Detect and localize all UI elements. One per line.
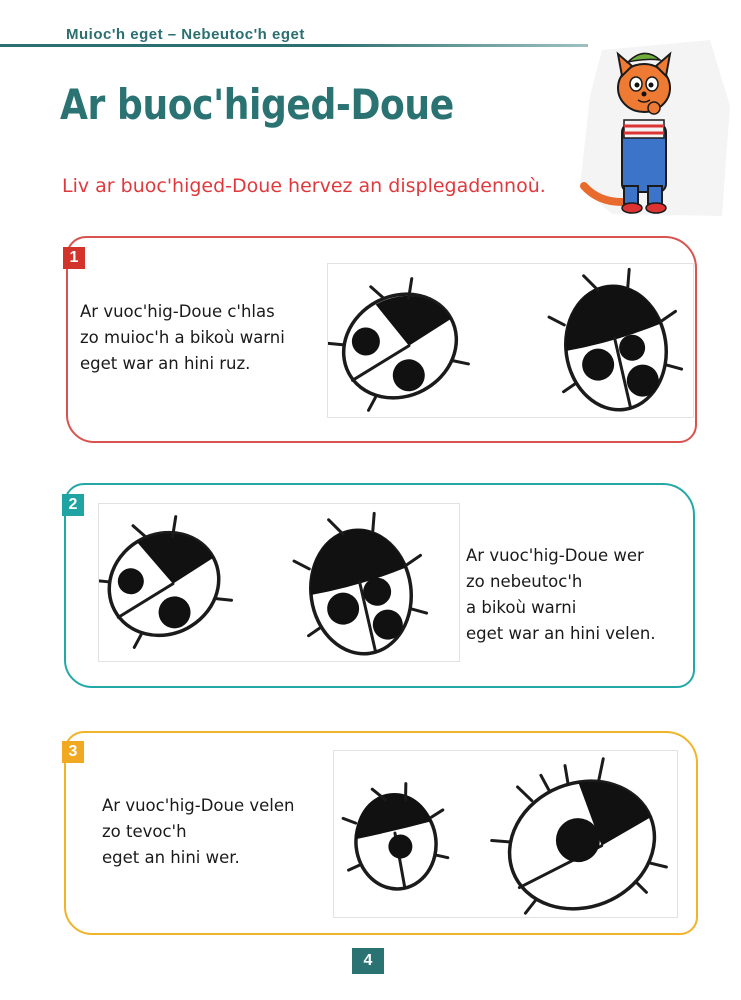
exercise-3-image-panel xyxy=(333,750,678,918)
exercise-1-text xyxy=(80,299,285,377)
ladybug-icon xyxy=(340,780,450,894)
page-number: 4 xyxy=(352,948,384,974)
exercise-3-line: eget an hini wer. xyxy=(102,848,240,867)
exercise-1-ladybugs xyxy=(328,264,693,417)
exercise-2-number: 2 xyxy=(62,494,84,516)
exercise-3-number: 3 xyxy=(62,741,84,763)
exercise-2-ladybugs xyxy=(99,504,459,661)
exercise-3-ladybugs xyxy=(334,751,677,917)
running-header: Muioc'h eget – Nebeutoc'h eget xyxy=(66,26,305,43)
cat-mascot-icon xyxy=(572,36,732,221)
exercise-1-line: eget war an hini ruz. xyxy=(80,354,251,373)
ladybug-icon xyxy=(544,264,688,417)
exercise-2-image-panel xyxy=(98,503,460,662)
exercise-3-line: zo tevoc'h xyxy=(102,822,187,841)
exercise-2-line: eget war an hini velen. xyxy=(466,624,656,643)
exercise-2-line: a bikoù warni xyxy=(466,598,577,617)
exercise-2-line: zo nebeutoc'h xyxy=(466,572,583,591)
ladybug-icon xyxy=(289,508,433,661)
ladybug-icon xyxy=(476,751,676,917)
exercise-2-text xyxy=(466,543,656,647)
exercise-3-text xyxy=(102,793,294,871)
ladybug-icon xyxy=(328,264,475,417)
exercise-1-line: Ar vuoc'hig-Doue c'hlas xyxy=(80,302,275,321)
header-rule xyxy=(0,44,588,47)
ladybug-icon xyxy=(99,504,237,656)
exercise-1-image-panel xyxy=(327,263,694,418)
exercise-1-number: 1 xyxy=(63,247,85,269)
exercise-2-line: Ar vuoc'hig-Doue wer xyxy=(466,546,644,565)
exercise-1-line: zo muioc'h a bikoù warni xyxy=(80,328,285,347)
page-title: Ar buoc'higed-Doue xyxy=(60,80,454,129)
instruction: Liv ar buoc'higed-Doue hervez an displegadennoù. xyxy=(62,175,546,197)
exercise-3-line: Ar vuoc'hig-Doue velen xyxy=(102,796,295,815)
